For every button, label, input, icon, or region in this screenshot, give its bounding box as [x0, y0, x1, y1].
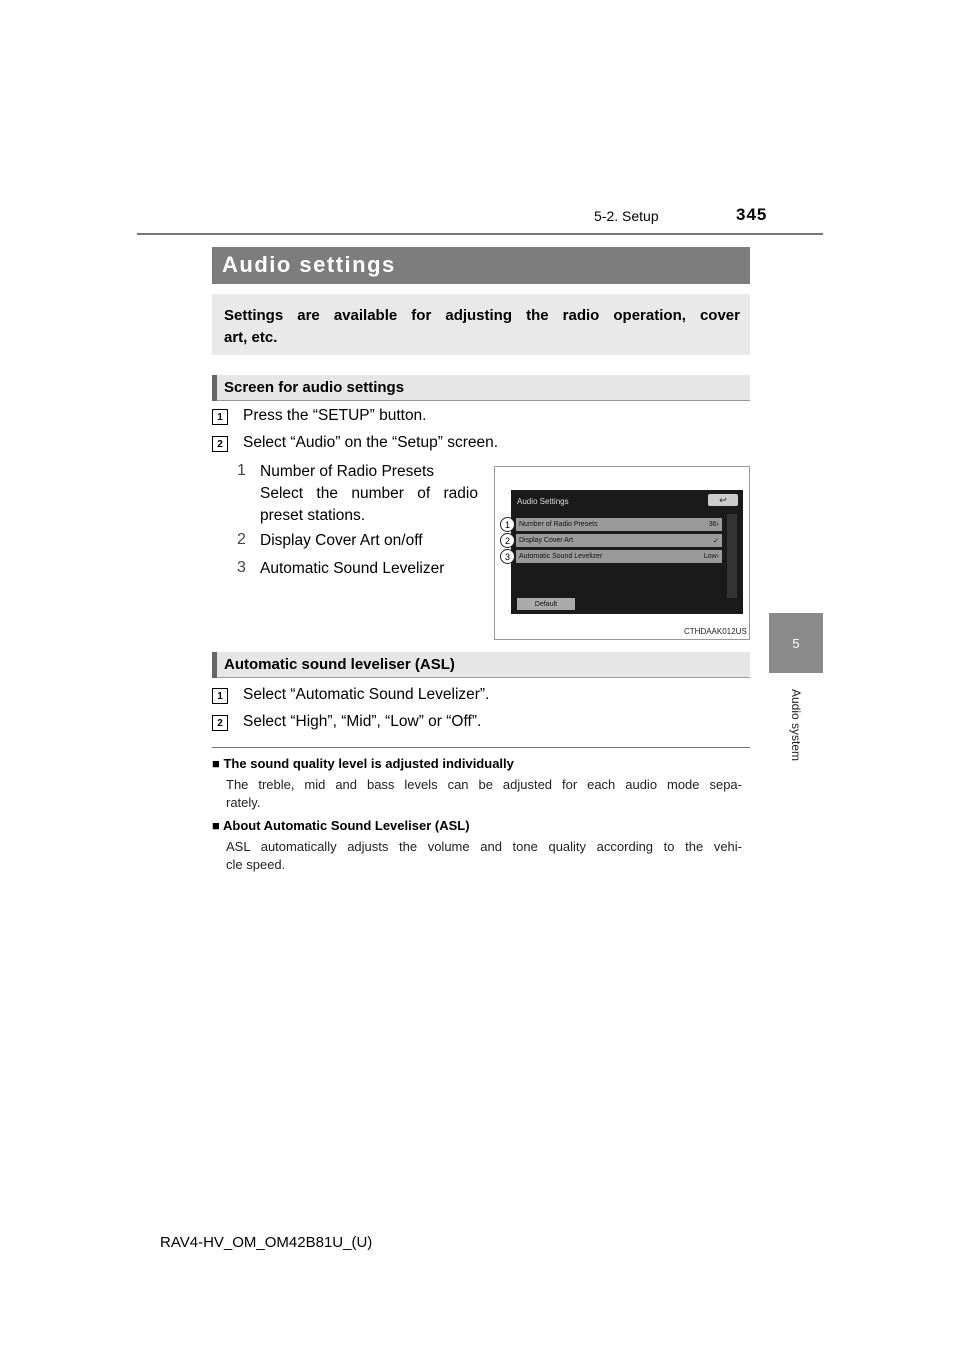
header-section: 5-2. Setup — [594, 208, 659, 224]
note-body: cle speed. — [226, 857, 286, 872]
footer-code: RAV4-HV_OM_OM42B81U_(U) — [160, 1234, 373, 1251]
page-title: Audio settings — [222, 252, 396, 277]
notes-rule — [212, 747, 750, 748]
note-body: ASL automatically adjusts the volume and tone quality according to the vehi- — [226, 839, 742, 854]
item-title: Automatic Sound Levelizer — [260, 560, 445, 577]
figure-callout: 2 — [500, 533, 515, 548]
step-text: Select “Automatic Sound Levelizer”. — [243, 686, 490, 703]
item-title: Number of Radio Presets — [260, 463, 435, 480]
screen-title: Audio Settings — [517, 497, 569, 506]
setting-value: Low› — [703, 553, 719, 560]
note-body: The treble, mid and bass levels can be adjusted for each audio mode sepa- — [226, 777, 742, 792]
note-body: rately. — [226, 795, 261, 810]
callout-number: 2 — [237, 531, 246, 548]
setting-label: Display Cover Art — [519, 537, 574, 544]
intro-line-2: art, etc. — [224, 329, 278, 346]
item-description: Select the number of radio — [260, 485, 478, 502]
callout-number: 3 — [237, 559, 246, 576]
section-heading: Screen for audio settings — [224, 379, 405, 396]
step-text: Select “Audio” on the “Setup” screen. — [243, 434, 499, 451]
page-number: 345 — [736, 205, 768, 224]
callout-number: 1 — [237, 462, 246, 479]
checkbox-icon: ✓ — [713, 537, 719, 545]
setting-value: 36› — [708, 521, 719, 528]
setting-row-cover-art[interactable] — [516, 534, 722, 547]
figure-code: CTHDAAK012US — [684, 627, 747, 636]
chapter-label-text: Audio system — [789, 688, 803, 762]
step-number: 2 — [212, 436, 228, 452]
intro-line-1: Settings are available for adjusting the radio operation, cover — [224, 307, 740, 324]
setting-label: Automatic Sound Levelizer — [519, 553, 603, 560]
chapter-label — [769, 680, 823, 770]
setting-label: Number of Radio Presets — [519, 521, 598, 528]
note-bullet: ■ — [212, 756, 220, 771]
setting-row-sound-levelizer[interactable] — [516, 550, 722, 563]
step-number: 2 — [212, 715, 228, 731]
header-rule — [137, 233, 823, 235]
note-heading — [212, 756, 514, 771]
note-heading-text: About Automatic Sound Leveliser (ASL) — [223, 818, 470, 833]
step-text: Select “High”, “Mid”, “Low” or “Off”. — [243, 713, 482, 730]
note-bullet: ■ — [212, 818, 220, 833]
item-title: Display Cover Art on/off — [260, 532, 423, 549]
figure-callout: 1 — [500, 517, 515, 532]
back-icon[interactable]: ↩ — [708, 494, 738, 506]
step-number: 1 — [212, 688, 228, 704]
item-description: preset stations. — [260, 507, 366, 524]
step-text: Press the “SETUP” button. — [243, 407, 427, 424]
setting-row-radio-presets[interactable] — [516, 518, 722, 531]
section-heading: Automatic sound leveliser (ASL) — [224, 656, 455, 673]
step-number: 1 — [212, 409, 228, 425]
default-button[interactable]: Default — [517, 598, 575, 610]
section-marker — [212, 652, 217, 678]
scrollbar[interactable] — [727, 514, 737, 598]
note-heading-text: The sound quality level is adjusted individually — [223, 756, 514, 771]
figure-callout: 3 — [500, 549, 515, 564]
note-heading — [212, 818, 470, 833]
chapter-tab: 5 — [769, 613, 823, 673]
section-marker — [212, 375, 217, 401]
